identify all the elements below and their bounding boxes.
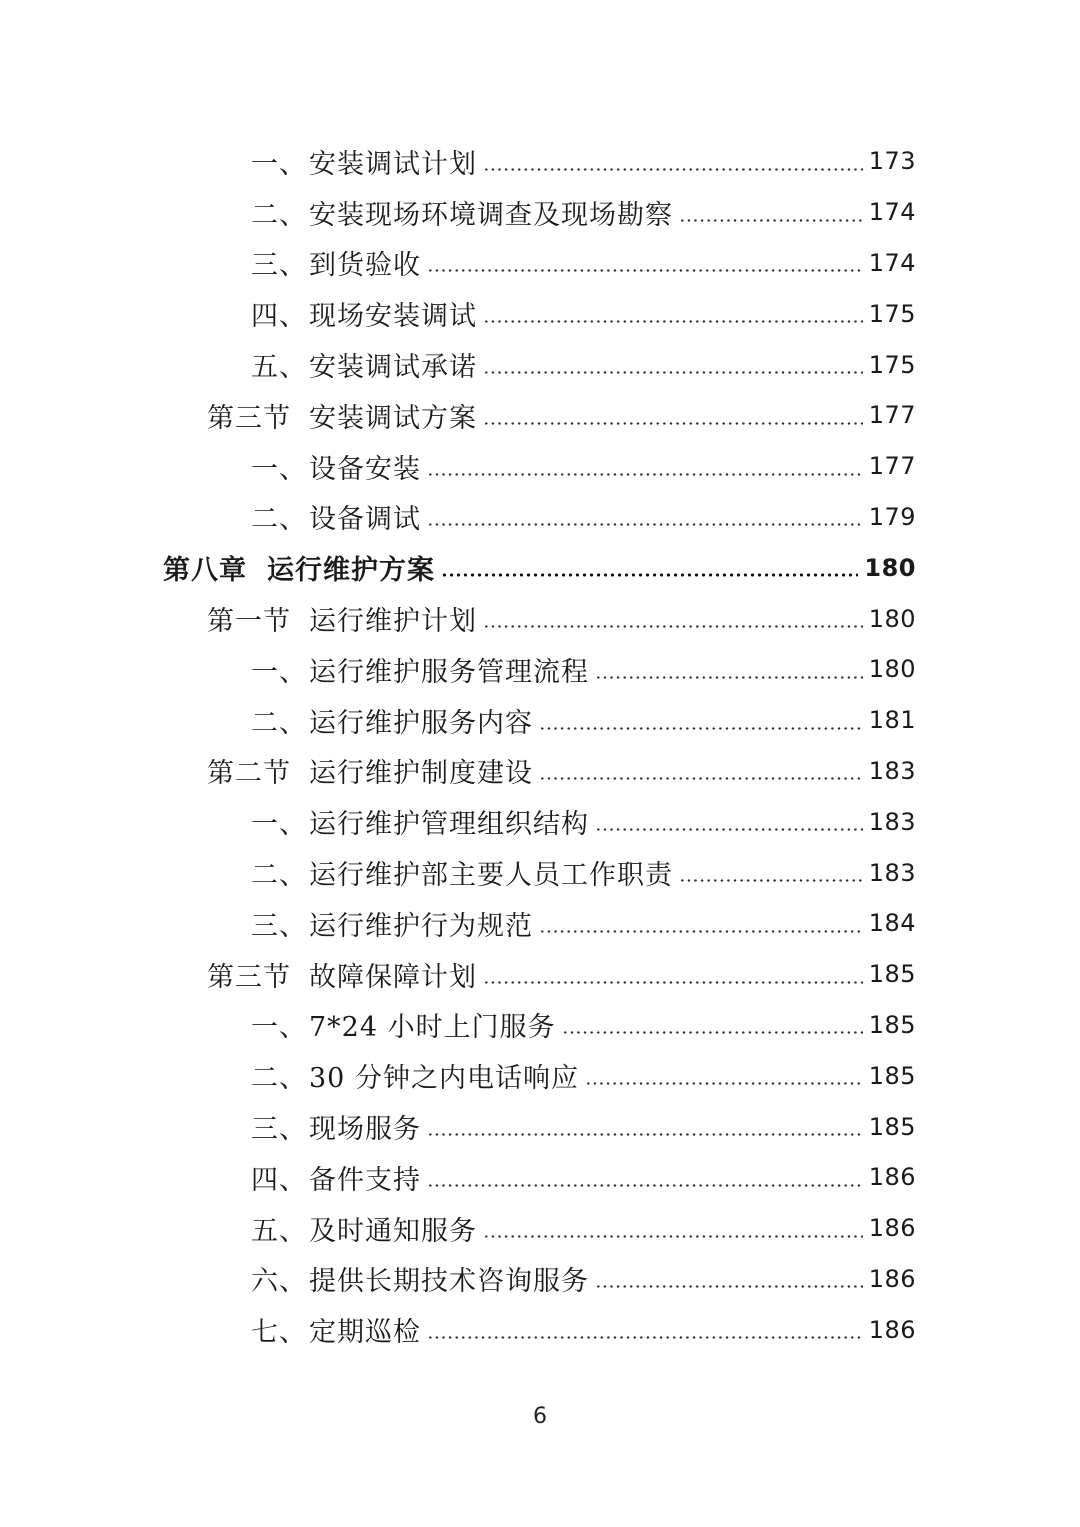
toc-subsection-entry[interactable] <box>0 1203 1080 1254</box>
toc-entry-title: 运行维护行为规范 <box>309 910 533 942</box>
toc-subsection-entry[interactable] <box>0 898 1080 949</box>
toc-entry-prefix: 第二节 <box>207 758 291 790</box>
toc-subsection-entry[interactable] <box>0 847 1080 898</box>
dot-leader <box>539 727 863 730</box>
dot-leader <box>427 1184 863 1187</box>
toc-entry-title: 及时通知服务 <box>309 1215 477 1247</box>
toc-subsection-entry[interactable] <box>0 1254 1080 1305</box>
dot-leader <box>427 523 863 526</box>
toc-entry-prefix: 六、 <box>251 1266 307 1298</box>
toc-subsection-entry[interactable] <box>0 238 1080 289</box>
toc-entry-text <box>251 1005 556 1044</box>
toc-page-number: 177 <box>868 401 916 430</box>
toc-page-number: 184 <box>868 909 916 938</box>
toc-entry-title: 安装调试计划 <box>309 148 477 180</box>
toc-entry-prefix: 五、 <box>251 1215 307 1247</box>
toc-page-number: 185 <box>868 1112 916 1141</box>
toc-subsection-entry[interactable] <box>0 644 1080 695</box>
toc-subsection-entry[interactable] <box>0 492 1080 543</box>
toc-entry-prefix: 二、 <box>251 1063 307 1095</box>
toc-entry-title: 安装现场环境调查及现场勘察 <box>309 199 673 231</box>
dot-leader <box>483 422 863 425</box>
dot-leader <box>483 625 863 628</box>
toc-entry-prefix: 一、 <box>251 148 307 180</box>
toc-entry-text <box>251 447 421 486</box>
toc-entry-title: 运行维护管理组织结构 <box>309 809 589 841</box>
toc-entry-text <box>207 751 533 790</box>
toc-entry-text <box>251 802 589 841</box>
dot-leader <box>427 1336 863 1339</box>
toc-entry-title: 运行维护制度建设 <box>309 758 533 790</box>
toc-entry-prefix: 第八章 <box>163 555 247 587</box>
toc-page-number: 175 <box>868 350 916 379</box>
toc-entry-title: 备件支持 <box>309 1164 421 1196</box>
dot-leader <box>483 981 863 984</box>
toc-entry-prefix: 二、 <box>251 504 307 536</box>
toc-page-number: 174 <box>868 248 916 277</box>
toc-entry-title: 30 分钟之内电话响应 <box>309 1063 579 1095</box>
toc-page-number: 177 <box>868 452 916 481</box>
toc-entry-title: 现场服务 <box>309 1114 421 1146</box>
dot-leader <box>427 473 863 476</box>
toc-entry-text <box>251 142 477 181</box>
toc-entry-prefix: 四、 <box>251 301 307 333</box>
toc-entry-title: 安装调试承诺 <box>309 352 477 384</box>
toc-subsection-entry[interactable] <box>0 1304 1080 1355</box>
toc-entry-text <box>251 1209 477 1248</box>
toc-entry-title: 现场安装调试 <box>309 301 477 333</box>
toc-subsection-entry[interactable] <box>0 441 1080 492</box>
toc-page-number: 185 <box>868 960 916 989</box>
toc-entry-text <box>207 955 477 994</box>
toc-entry-text <box>251 650 589 689</box>
dot-leader <box>679 219 863 222</box>
toc-page-number: 183 <box>868 807 916 836</box>
toc-entry-text <box>251 1158 421 1197</box>
toc-entry-prefix: 五、 <box>251 352 307 384</box>
toc-page-number: 181 <box>868 706 916 735</box>
toc-page-number: 185 <box>868 1061 916 1090</box>
toc-entry-title: 设备调试 <box>309 504 421 536</box>
dot-leader <box>427 269 863 272</box>
toc-subsection-entry[interactable] <box>0 695 1080 746</box>
toc-subsection-entry[interactable] <box>0 1000 1080 1051</box>
page-number-footer: 6 <box>533 1404 547 1429</box>
toc-subsection-entry[interactable] <box>0 1101 1080 1152</box>
toc-entry-prefix: 第一节 <box>207 606 291 638</box>
toc-entry-prefix: 一、 <box>251 809 307 841</box>
toc-entry-text <box>251 243 421 282</box>
toc-section-entry[interactable] <box>0 593 1080 644</box>
toc-subsection-entry[interactable] <box>0 339 1080 390</box>
toc-entry-prefix: 一、 <box>251 1012 307 1044</box>
toc-page-number: 174 <box>868 198 916 227</box>
toc-entry-text <box>251 345 477 384</box>
toc-subsection-entry[interactable] <box>0 187 1080 238</box>
dot-leader <box>441 573 858 577</box>
toc-page-number: 173 <box>868 147 916 176</box>
toc-page-number: 186 <box>868 1214 916 1243</box>
toc-entry-title: 运行维护部主要人员工作职责 <box>309 860 673 892</box>
dot-leader <box>595 828 863 831</box>
toc-entry-text <box>251 497 421 536</box>
toc-subsection-entry[interactable] <box>0 288 1080 339</box>
dot-leader <box>585 1082 863 1085</box>
toc-entry-prefix: 三、 <box>251 910 307 942</box>
toc-entry-text <box>251 1056 579 1095</box>
toc-entry-title: 安装调试方案 <box>309 402 477 434</box>
toc-page-number: 186 <box>868 1264 916 1293</box>
toc-subsection-entry[interactable] <box>0 796 1080 847</box>
toc-page-number: 180 <box>864 553 916 582</box>
dot-leader <box>679 879 863 882</box>
toc-entry-text <box>251 1259 589 1298</box>
toc-entry-prefix: 七、 <box>251 1317 307 1349</box>
toc-entry-text <box>251 1310 421 1349</box>
toc-entry-title: 运行维护服务管理流程 <box>309 656 589 688</box>
toc-page-number: 180 <box>868 655 916 684</box>
dot-leader <box>595 1285 863 1288</box>
table-of-contents <box>0 136 1080 1355</box>
dot-leader <box>539 930 863 933</box>
dot-leader <box>483 371 863 374</box>
toc-entry-text <box>207 599 477 638</box>
toc-entry-prefix: 第三节 <box>207 961 291 993</box>
dot-leader <box>483 168 863 171</box>
toc-entry-title: 7*24 小时上门服务 <box>309 1012 556 1044</box>
toc-entry-prefix: 三、 <box>251 250 307 282</box>
toc-section-entry[interactable] <box>0 390 1080 441</box>
toc-entry-title: 故障保障计划 <box>309 961 477 993</box>
dot-leader <box>427 1133 863 1136</box>
dot-leader <box>483 320 863 323</box>
toc-page-number: 175 <box>868 299 916 328</box>
toc-entry-prefix: 第三节 <box>207 402 291 434</box>
toc-entry-text <box>251 853 673 892</box>
toc-entry-title: 运行维护服务内容 <box>309 707 533 739</box>
toc-chapter-entry[interactable] <box>0 542 1080 593</box>
dot-leader <box>539 777 863 780</box>
toc-subsection-entry[interactable] <box>0 136 1080 187</box>
toc-entry-text <box>251 1107 421 1146</box>
toc-entry-text <box>251 904 533 943</box>
toc-entry-title: 运行维护计划 <box>309 606 477 638</box>
toc-entry-title: 运行维护方案 <box>267 555 435 587</box>
toc-subsection-entry[interactable] <box>0 1152 1080 1203</box>
toc-entry-prefix: 一、 <box>251 656 307 688</box>
dot-leader <box>595 676 863 679</box>
toc-entry-prefix: 四、 <box>251 1164 307 1196</box>
toc-page-number: 183 <box>868 756 916 785</box>
toc-page-number: 185 <box>868 1010 916 1039</box>
toc-section-entry[interactable] <box>0 746 1080 797</box>
toc-entry-prefix: 二、 <box>251 707 307 739</box>
toc-entry-text <box>251 193 673 232</box>
toc-entry-prefix: 二、 <box>251 860 307 892</box>
toc-page-number: 179 <box>868 502 916 531</box>
toc-entry-text <box>251 701 533 740</box>
toc-page-number: 180 <box>868 604 916 633</box>
toc-section-entry[interactable] <box>0 949 1080 1000</box>
toc-entry-title: 到货验收 <box>309 250 421 282</box>
toc-entry-prefix: 三、 <box>251 1114 307 1146</box>
toc-page-number: 186 <box>868 1163 916 1192</box>
toc-page-number: 183 <box>868 858 916 887</box>
toc-page-number: 186 <box>868 1315 916 1344</box>
toc-entry-text <box>207 396 477 435</box>
toc-entry-text <box>251 294 477 333</box>
toc-entry-title: 定期巡检 <box>309 1317 421 1349</box>
toc-entry-text <box>163 548 435 587</box>
toc-entry-title: 设备安装 <box>309 453 421 485</box>
toc-entry-title: 提供长期技术咨询服务 <box>309 1266 589 1298</box>
dot-leader <box>562 1031 863 1034</box>
toc-subsection-entry[interactable] <box>0 1050 1080 1101</box>
dot-leader <box>483 1235 863 1238</box>
toc-entry-prefix: 一、 <box>251 453 307 485</box>
toc-entry-prefix: 二、 <box>251 199 307 231</box>
